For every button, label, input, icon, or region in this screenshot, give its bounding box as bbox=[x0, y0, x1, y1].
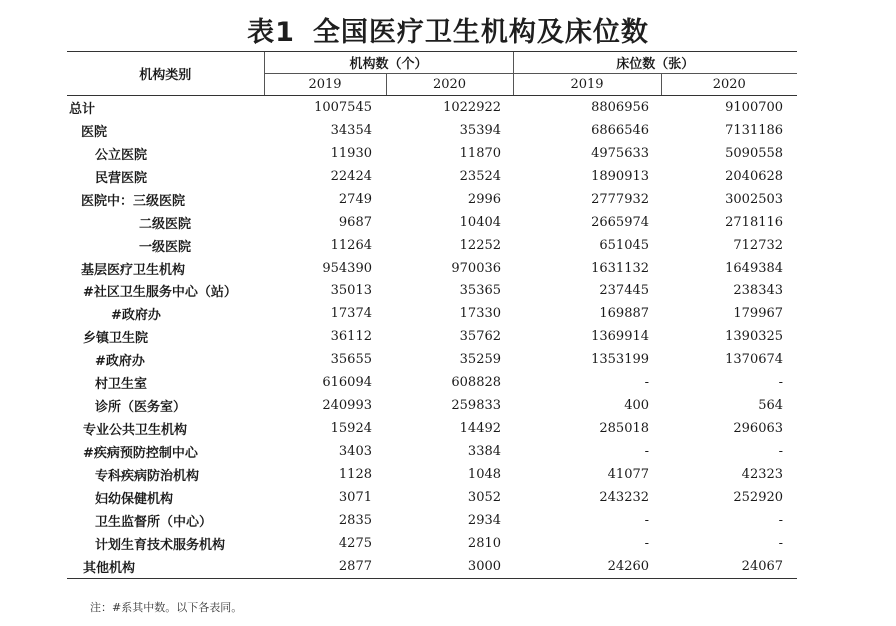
row-label: #政府办 bbox=[95, 354, 145, 370]
table-row bbox=[67, 463, 797, 486]
cell-value: 2877 bbox=[264, 555, 386, 578]
page-title bbox=[0, 10, 896, 49]
table-row bbox=[67, 325, 797, 348]
cell-value: 12252 bbox=[459, 237, 502, 253]
cell-value: 1890913 bbox=[591, 168, 650, 184]
table-row bbox=[67, 302, 797, 325]
row-label: 基层医疗卫生机构 bbox=[81, 262, 186, 278]
cell-value: - bbox=[644, 535, 650, 551]
cell-value: 15924 bbox=[330, 421, 372, 437]
cell-value: 1048 bbox=[467, 466, 502, 482]
cell-value: 1007545 bbox=[314, 99, 372, 115]
row-label: #社区卫生服务中心（站） bbox=[83, 285, 237, 301]
cell-value: 11930 bbox=[330, 145, 372, 161]
table-row bbox=[67, 532, 797, 555]
row-label: 专科疾病防治机构 bbox=[95, 468, 200, 484]
table-row bbox=[67, 142, 797, 165]
cell-value: 259833 bbox=[451, 398, 502, 414]
cell-value: - bbox=[778, 535, 784, 551]
cell-value: 3403 bbox=[338, 444, 372, 460]
row-label: 其他机构 bbox=[67, 555, 264, 578]
cell-value: 237445 bbox=[599, 283, 650, 299]
cell-value: 14492 bbox=[459, 421, 502, 437]
cell-value: 8806956 bbox=[591, 99, 650, 115]
cell-value: 2749 bbox=[338, 191, 372, 207]
cell-value: 2810 bbox=[467, 535, 502, 551]
table-row bbox=[67, 211, 797, 234]
table-row bbox=[67, 371, 797, 394]
cell-value: 970036 bbox=[451, 260, 502, 276]
cell-value: - bbox=[644, 444, 650, 460]
cell-value: 36112 bbox=[330, 329, 372, 345]
cell-value: 564 bbox=[758, 398, 784, 414]
cell-value: 4975633 bbox=[591, 145, 650, 161]
header-year: 2019 bbox=[513, 74, 661, 96]
cell-value: 35259 bbox=[459, 352, 502, 368]
cell-value: 238343 bbox=[733, 283, 784, 299]
cell-value: 22424 bbox=[330, 168, 372, 184]
table-row bbox=[67, 417, 797, 440]
cell-value: 400 bbox=[624, 398, 650, 414]
table-row bbox=[67, 257, 797, 280]
cell-value: 285018 bbox=[599, 421, 650, 437]
table-row bbox=[67, 509, 797, 532]
table-row bbox=[67, 486, 797, 509]
cell-value: 3002503 bbox=[725, 191, 784, 207]
cell-value: 42323 bbox=[741, 466, 784, 482]
cell-value: 243232 bbox=[599, 489, 650, 505]
cell-value: - bbox=[778, 444, 784, 460]
row-label: 妇幼保健机构 bbox=[95, 491, 174, 507]
row-label: 乡镇卫生院 bbox=[83, 331, 149, 347]
row-label: 计划生育技术服务机构 bbox=[95, 537, 226, 553]
cell-value: 6866546 bbox=[591, 122, 650, 138]
cell-value: 2665974 bbox=[591, 214, 650, 230]
cell-value: 24260 bbox=[513, 555, 661, 578]
cell-value: 35394 bbox=[459, 122, 502, 138]
cell-value: 2934 bbox=[467, 512, 502, 528]
cell-value: 296063 bbox=[733, 421, 784, 437]
cell-value: 35655 bbox=[330, 352, 372, 368]
row-label: 村卫生室 bbox=[95, 377, 148, 393]
table-row bbox=[67, 348, 797, 371]
cell-value: 712732 bbox=[733, 237, 784, 253]
cell-value: 5090558 bbox=[725, 145, 784, 161]
cell-value: 3000 bbox=[386, 555, 513, 578]
cell-value: 34354 bbox=[330, 122, 372, 138]
cell-value: - bbox=[778, 375, 784, 391]
header-year: 2020 bbox=[386, 74, 513, 96]
header-year: 2020 bbox=[661, 74, 797, 96]
cell-value: 240993 bbox=[322, 398, 372, 414]
cell-value: 1353199 bbox=[591, 352, 650, 368]
row-label: #政府办 bbox=[111, 308, 161, 324]
row-label: 二级医院 bbox=[139, 216, 192, 232]
cell-value: 1022922 bbox=[443, 99, 502, 115]
table-row bbox=[67, 394, 797, 417]
cell-value: 7131186 bbox=[725, 122, 784, 138]
row-label: #疾病预防控制中心 bbox=[83, 446, 198, 462]
cell-value: 179967 bbox=[733, 306, 784, 322]
cell-value: 2835 bbox=[338, 512, 372, 528]
cell-value: 35013 bbox=[330, 283, 372, 299]
cell-value: 17374 bbox=[330, 306, 372, 322]
row-label: 民营医院 bbox=[95, 170, 148, 186]
row-label: 总计 bbox=[69, 101, 96, 117]
header-category: 机构类别 bbox=[67, 52, 264, 96]
cell-value: 651045 bbox=[599, 237, 650, 253]
cell-value: 1390325 bbox=[725, 329, 784, 345]
table-row bbox=[67, 165, 797, 188]
cell-value: 2718116 bbox=[725, 214, 784, 230]
row-label: 医院中：三级医院 bbox=[81, 193, 186, 209]
cell-value: - bbox=[778, 512, 784, 528]
cell-value: 11264 bbox=[330, 237, 372, 253]
cell-value: 616094 bbox=[322, 375, 372, 391]
cell-value: 252920 bbox=[733, 489, 784, 505]
cell-value: 24067 bbox=[661, 555, 797, 578]
cell-value: 1369914 bbox=[591, 329, 650, 345]
cell-value: 35762 bbox=[459, 329, 502, 345]
cell-value: 608828 bbox=[451, 375, 502, 391]
header-institutions: 机构数（个） bbox=[264, 52, 513, 74]
cell-value: 1128 bbox=[338, 466, 372, 482]
header-beds: 床位数（张） bbox=[513, 52, 797, 74]
cell-value: 954390 bbox=[322, 260, 372, 276]
row-label: 公立医院 bbox=[95, 147, 148, 163]
cell-value: 2040628 bbox=[725, 168, 784, 184]
footnote: 注：#系其中数。以下各表同。 bbox=[90, 601, 243, 614]
cell-value: - bbox=[644, 512, 650, 528]
table-row bbox=[67, 555, 797, 578]
row-label: 一级医院 bbox=[139, 239, 192, 255]
cell-value: 1370674 bbox=[725, 352, 784, 368]
cell-value: 35365 bbox=[459, 283, 502, 299]
table-row bbox=[67, 96, 797, 119]
table-title-text: 全国医疗卫生机构及床位数 bbox=[312, 17, 649, 48]
cell-value: - bbox=[644, 375, 650, 391]
header-year: 2019 bbox=[264, 74, 386, 96]
cell-value: 3384 bbox=[467, 444, 502, 460]
table-label: 表1 bbox=[247, 17, 295, 48]
row-label: 卫生监督所（中心） bbox=[95, 514, 213, 530]
cell-value: 3071 bbox=[338, 489, 372, 505]
cell-value: 1649384 bbox=[725, 260, 784, 276]
cell-value: 4275 bbox=[338, 535, 372, 551]
cell-value: 17330 bbox=[459, 306, 502, 322]
row-label: 诊所（医务室） bbox=[95, 400, 187, 416]
table-row bbox=[67, 119, 797, 142]
table-row bbox=[67, 234, 797, 257]
table-row bbox=[67, 188, 797, 211]
cell-value: 11870 bbox=[459, 145, 502, 161]
row-label: 医院 bbox=[81, 124, 108, 140]
table-row bbox=[67, 280, 797, 303]
cell-value: 2777932 bbox=[591, 191, 650, 207]
table-row bbox=[67, 440, 797, 463]
cell-value: 41077 bbox=[607, 466, 650, 482]
cell-value: 169887 bbox=[599, 306, 650, 322]
cell-value: 1631132 bbox=[591, 260, 650, 276]
cell-value: 9687 bbox=[338, 214, 372, 230]
row-label: 专业公共卫生机构 bbox=[83, 423, 188, 439]
cell-value: 23524 bbox=[459, 168, 502, 184]
cell-value: 2996 bbox=[467, 191, 502, 207]
table-body bbox=[67, 96, 797, 579]
cell-value: 10404 bbox=[459, 214, 502, 230]
cell-value: 9100700 bbox=[725, 99, 784, 115]
statistics-table bbox=[67, 51, 797, 579]
cell-value: 3052 bbox=[467, 489, 502, 505]
